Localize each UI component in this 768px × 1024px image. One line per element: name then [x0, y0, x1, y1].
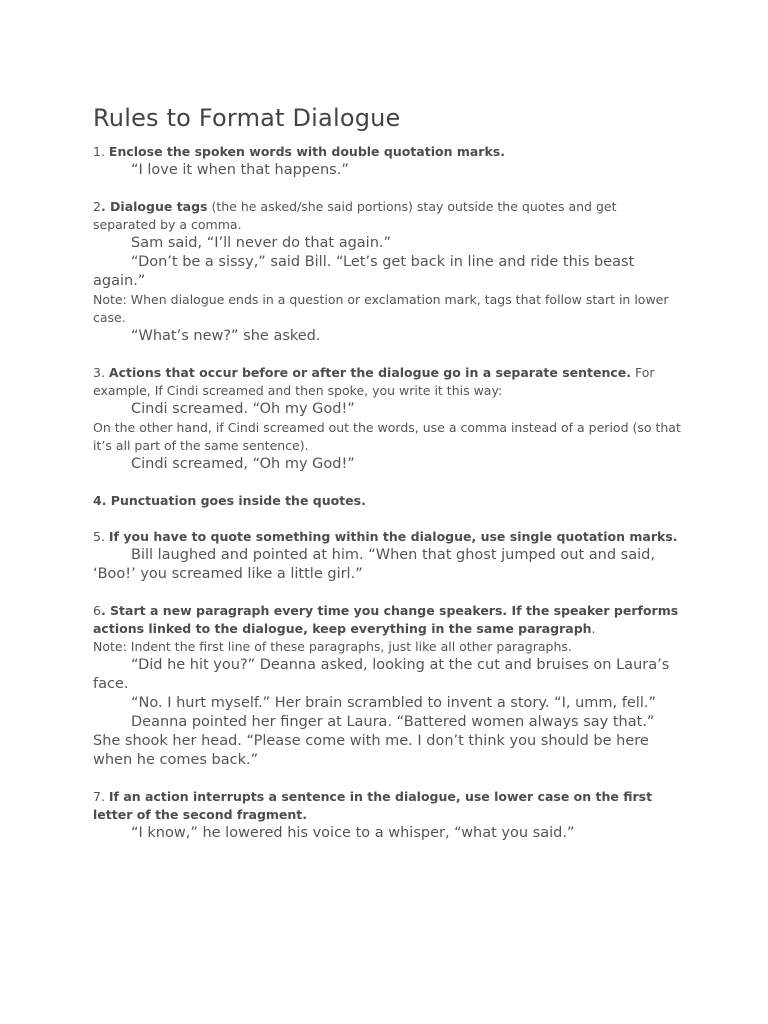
rule-6-example-1: “Did he hit you?” Deanna asked, looking at the cut and bruises on Laura’s face. — [93, 657, 670, 692]
rule-6-note: Note: Indent the first line of these paragraphs, just like all other paragraphs. — [93, 639, 572, 654]
rule-1-heading: Enclose the spoken words with double quotation marks. — [108, 144, 505, 159]
spacer — [93, 770, 683, 788]
spacer — [93, 474, 683, 492]
rule-1-example: “I love it when that happens.” — [131, 162, 349, 178]
rule-3-text: For example, If Cindi screamed and then spoke, you write it this way: — [93, 365, 655, 398]
rule-2-example-2: “Don’t be a sissy,” said Bill. “Let’s get back in line and ride this beast again.” — [93, 254, 635, 289]
rule-6-example-2: “No. I hurt myself.” Her brain scrambled to invent a story. “I, umm, fell.” — [131, 695, 656, 711]
rule-3-example-1: Cindi screamed. “Oh my God!” — [131, 401, 355, 417]
document-content — [93, 103, 683, 843]
rule-3-number: 3. — [93, 365, 109, 380]
rule-2-text: (the he asked/she said portions) stay outside the quotes and get separated by a comma. — [93, 199, 617, 232]
rule-7 — [93, 788, 683, 824]
rule-6-number: 6 — [93, 603, 101, 618]
spacer — [93, 346, 683, 364]
rule-4-heading: 4. Punctuation goes inside the quotes. — [93, 493, 366, 508]
rule-5 — [93, 528, 683, 546]
rule-6-text: . — [591, 621, 596, 636]
rule-7-example: “I know,” he lowered his voice to a whisper, “what you said.” — [131, 825, 575, 841]
rule-6-example-3: Deanna pointed her finger at Laura. “Battered women always say that.” She shook her head. “Please come with me. I don’t think you should be here when he comes back.” — [93, 714, 655, 768]
rule-2-example-1: Sam said, “I’ll never do that again.” — [131, 235, 392, 251]
rule-5-example: Bill laughed and pointed at him. “When that ghost jumped out and said, ‘Boo!’ you screamed like a little girl.” — [93, 547, 655, 582]
page-title: Rules to Format Dialogue — [93, 104, 401, 132]
rule-2 — [93, 198, 683, 234]
rule-6 — [93, 602, 683, 638]
rule-1 — [93, 143, 683, 161]
rule-5-heading: If you have to quote something within the dialogue, use single quotation marks. — [108, 529, 678, 544]
rule-3-example-2: Cindi screamed, “Oh my God!” — [131, 456, 355, 472]
rule-2-heading: . Dialogue tags — [100, 199, 208, 214]
rule-2-example-3: “What’s new?” she asked. — [131, 328, 321, 344]
spacer — [93, 584, 683, 602]
spacer — [93, 180, 683, 198]
rule-7-heading: If an action interrupts a sentence in the dialogue, use lower case on the first letter of the second fragment. — [93, 789, 653, 822]
rule-6-heading: . Start a new paragraph every time you change speakers. If the speaker performs actions linked to the dialogue, keep everything in the same paragraph — [93, 603, 679, 636]
rule-4 — [93, 492, 683, 510]
spacer — [93, 510, 683, 528]
rule-3-note: On the other hand, if Cindi screamed out the words, use a comma instead of a period (so that it’s all part of the same sentence). — [93, 420, 681, 453]
rule-3 — [93, 364, 683, 400]
rule-5-number: 5. — [93, 529, 109, 544]
rule-1-number: 1. — [93, 144, 109, 159]
rule-3-heading: Actions that occur before or after the dialogue go in a separate sentence. — [108, 365, 632, 380]
rule-7-number: 7. — [93, 789, 109, 804]
rule-2-number: 2 — [93, 199, 101, 214]
rule-2-note: Note: When dialogue ends in a question or exclamation mark, tags that follow start in lower case. — [93, 292, 669, 325]
